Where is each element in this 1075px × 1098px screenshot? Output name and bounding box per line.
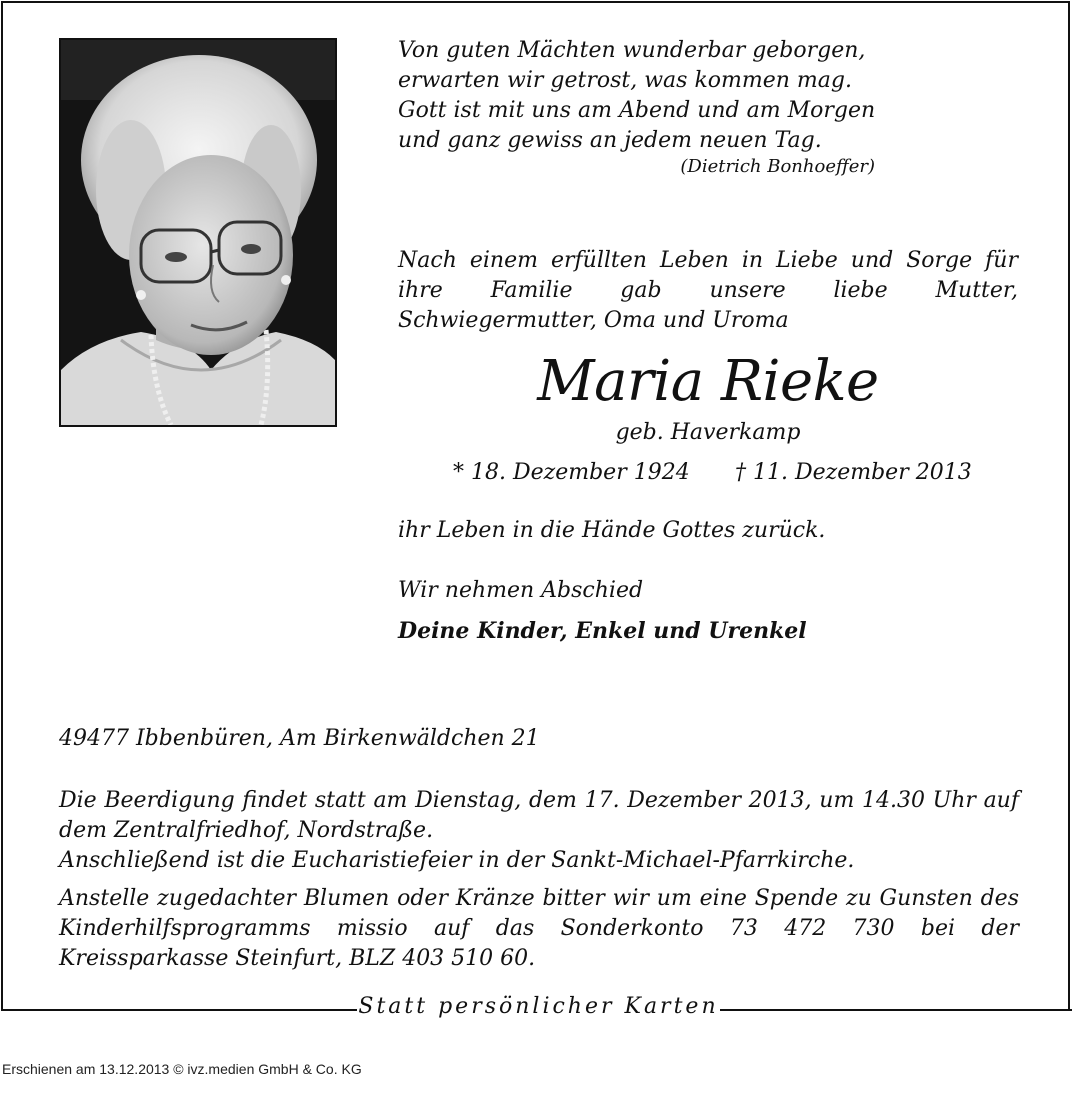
poem-attribution: (Dietrich Bonhoeffer): [680, 156, 875, 177]
birth-date: * 18. Dezember 1924: [453, 460, 690, 485]
poem-line: Von guten Mächten wunderbar geborgen,: [398, 38, 866, 63]
frame-bottom-rule-left: [1, 1009, 357, 1011]
portrait-photo: [59, 38, 337, 427]
family-signature: Deine Kinder, Enkel und Urenkel: [398, 618, 807, 644]
address: 49477 Ibbenbüren, Am Birkenwäldchen 21: [59, 726, 540, 751]
intro-text: Nach einem erfüllten Leben in Liebe und Sorge für ihre Familie gab unsere liebe Mutter, Schwiegermutter, Oma und Uroma: [398, 248, 1018, 333]
poem: [398, 36, 1018, 156]
death-date: † 11. Dezember 2013: [735, 460, 972, 485]
poem-line: erwarten wir getrost, was kommen mag.: [398, 68, 852, 93]
poem-line: Gott ist mit uns am Abend und am Morgen: [398, 98, 876, 123]
funeral-info: [59, 786, 1019, 876]
donation-info: Anstelle zugedachter Blumen oder Kränze bitter wir um eine Spende zu Gunsten des Kinderhilfsprogramms missio auf das Sonderkonto 73 472 730 bei der Kreissparkasse Steinfurt, BLZ 403 510 60.: [59, 886, 1019, 971]
poem-line: und ganz gewiss an jedem neuen Tag.: [398, 128, 822, 153]
funeral-line: Anschließend ist die Eucharistiefeier in der Sankt-Michael-Pfarrkirche.: [59, 848, 855, 873]
farewell-text: Wir nehmen Abschied: [398, 578, 644, 603]
publication-note: Erschienen am 13.12.2013 © ivz.medien GmbH & Co. KG: [2, 1061, 362, 1077]
frame-bottom-rule-right: [720, 1009, 1072, 1011]
footer-caption: Statt persönlicher Karten: [358, 994, 719, 1019]
funeral-line: Die Beerdigung findet statt am Dienstag, dem 17. Dezember 2013, um 14.30 Uhr auf dem Zentralfriedhof, Nordstraße.: [59, 788, 1019, 843]
deceased-name: Maria Rieke: [537, 349, 879, 414]
return-text: ihr Leben in die Hände Gottes zurück.: [398, 518, 826, 543]
birth-name: geb. Haverkamp: [615, 420, 801, 445]
